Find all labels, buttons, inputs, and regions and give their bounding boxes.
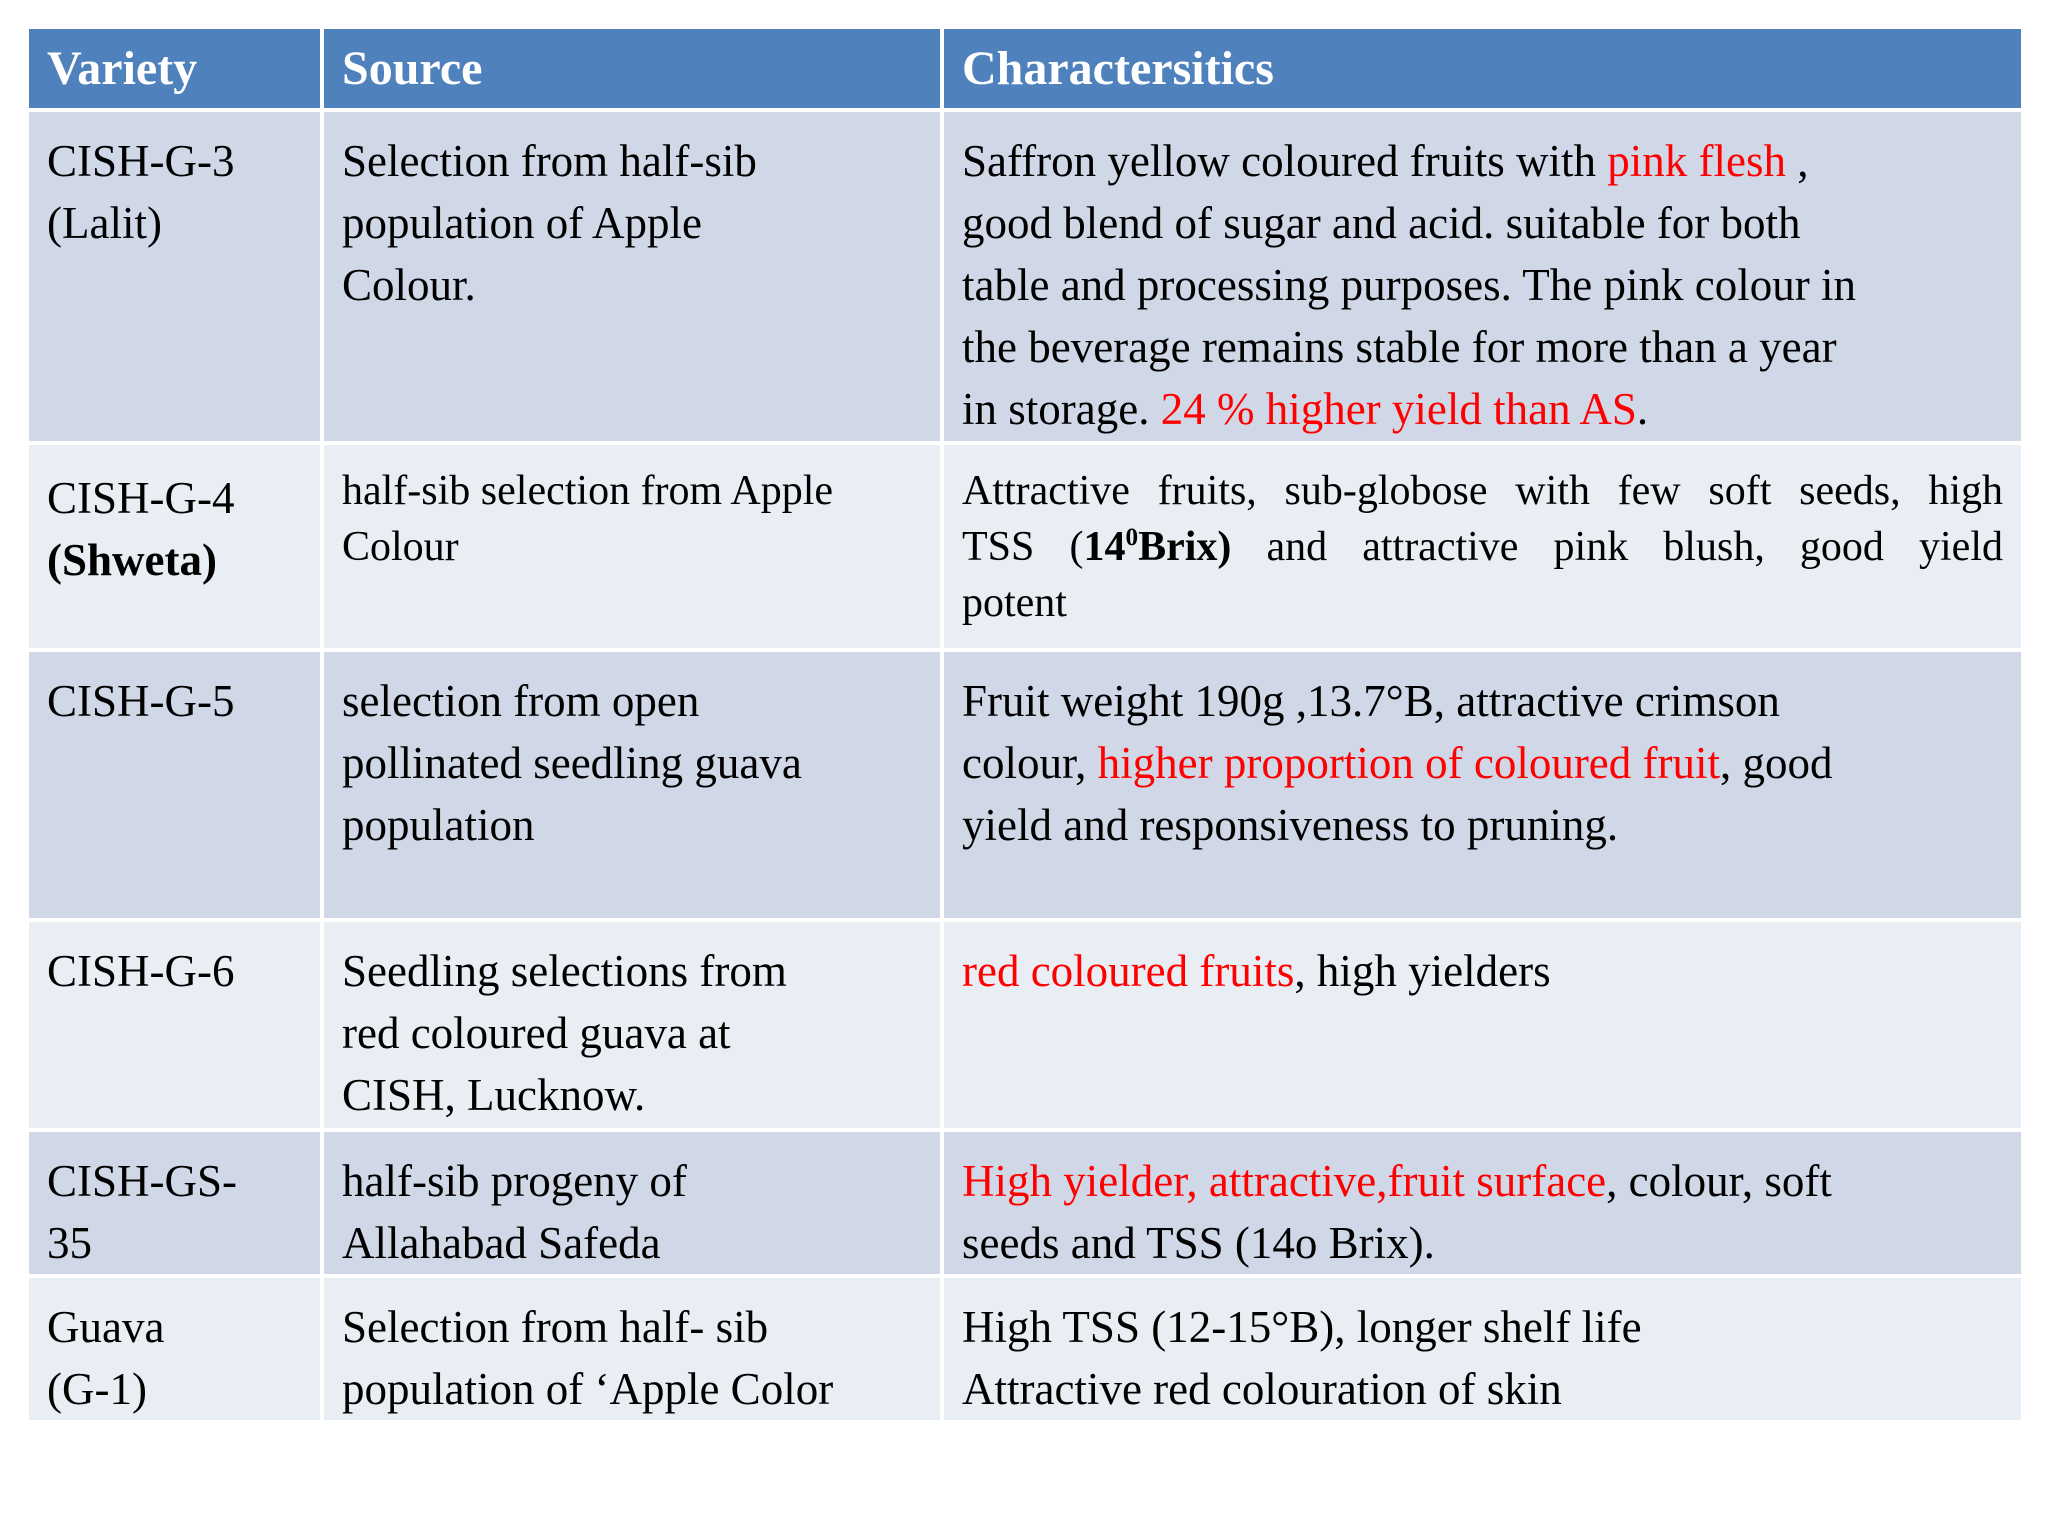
text-run: colour, xyxy=(962,738,1098,788)
characteristics-line: yield and responsiveness to pruning. xyxy=(962,800,1619,850)
highlight-text: High yielder, attractive,fruit surface xyxy=(962,1156,1607,1206)
variety-line: (G-1) xyxy=(47,1364,147,1414)
characteristics-line: potent xyxy=(962,580,1067,626)
variety-cell xyxy=(27,1130,322,1276)
source-line: Selection from half-sib xyxy=(342,136,757,186)
table-row xyxy=(27,920,2023,1130)
variety-line: 35 xyxy=(47,1218,92,1268)
variety-line: CISH-G-4 xyxy=(47,473,235,523)
text-run: Brix) xyxy=(1138,524,1232,570)
variety-line: CISH-G-3 xyxy=(47,136,235,186)
source-line: population of Apple xyxy=(342,198,702,248)
table-row xyxy=(27,1130,2023,1276)
variety-cell xyxy=(27,650,322,920)
characteristics-cell xyxy=(942,443,2023,650)
text-run: . xyxy=(1636,384,1649,434)
characteristics-line xyxy=(962,940,2003,1002)
table-row xyxy=(27,110,2023,443)
source-line: population of ‘Apple Color xyxy=(342,1364,834,1414)
characteristics-line xyxy=(962,732,2003,794)
characteristics-cell xyxy=(942,110,2023,443)
highlight-text: higher proportion of coloured fruit xyxy=(1097,738,1721,788)
text-run: Saffron yellow coloured fruits with xyxy=(962,136,1608,186)
variety-line: CISH-G-5 xyxy=(47,676,235,726)
characteristics-line xyxy=(962,130,2003,192)
characteristics-cell xyxy=(942,1130,2023,1276)
variety-line: (Shweta) xyxy=(47,535,217,585)
variety-cell xyxy=(27,1276,322,1422)
source-cell xyxy=(322,1276,942,1422)
source-cell xyxy=(322,1130,942,1276)
source-line: Colour. xyxy=(342,260,476,310)
superscript-text: 0 xyxy=(1125,524,1139,551)
varieties-table xyxy=(25,25,2025,1424)
highlight-text: 24 % higher yield than AS xyxy=(1160,384,1637,434)
characteristics-line: High TSS (12-15°B), longer shelf life xyxy=(962,1302,1642,1352)
variety-cell xyxy=(27,920,322,1130)
variety-line: CISH-GS- xyxy=(47,1156,238,1206)
variety-cell xyxy=(27,110,322,443)
characteristics-line xyxy=(962,519,2003,575)
table-row xyxy=(27,443,2023,650)
variety-line: CISH-G-6 xyxy=(47,946,235,996)
characteristics-line: Fruit weight 190g ,13.7°B, attractive crimson xyxy=(962,676,1780,726)
source-cell xyxy=(322,650,942,920)
text-run: , xyxy=(1786,136,1809,186)
text-run: in storage. xyxy=(962,384,1161,434)
header-characteristics: Charactersitics xyxy=(942,27,2023,110)
source-line: CISH, Lucknow. xyxy=(342,1070,646,1120)
highlight-text: red coloured fruits xyxy=(962,946,1295,996)
source-line: half-sib selection from Apple xyxy=(342,468,834,514)
text-run: 14 xyxy=(1083,524,1126,570)
text-run: and attractive pink blush, good yield xyxy=(1231,524,2003,570)
header-variety: Variety xyxy=(27,27,322,110)
characteristics-line: good blend of sugar and acid. suitable for both xyxy=(962,198,1801,248)
characteristics-line: the beverage remains stable for more than a year xyxy=(962,322,1837,372)
source-line: Seedling selections from xyxy=(342,946,787,996)
source-line: red coloured guava at xyxy=(342,1008,731,1058)
source-line: Colour xyxy=(342,524,459,570)
source-line: pollinated seedling guava xyxy=(342,738,802,788)
characteristics-line: seeds and TSS (14o Brix). xyxy=(962,1218,1435,1268)
source-line: population xyxy=(342,800,535,850)
text-run: , colour, soft xyxy=(1606,1156,1832,1206)
characteristics-line: table and processing purposes. The pink colour in xyxy=(962,260,1856,310)
source-line: half-sib progeny of xyxy=(342,1156,687,1206)
variety-line: Guava xyxy=(47,1302,165,1352)
characteristics-line: Attractive fruits, sub-globose with few soft seeds, high xyxy=(962,468,2003,514)
source-cell xyxy=(322,110,942,443)
source-line: selection from open xyxy=(342,676,700,726)
characteristics-line: Attractive red colouration of skin xyxy=(962,1364,1562,1414)
source-line: Allahabad Safeda xyxy=(342,1218,661,1268)
characteristics-line xyxy=(962,378,2003,440)
variety-line: (Lalit) xyxy=(47,198,162,248)
characteristics-cell xyxy=(942,920,2023,1130)
characteristics-line xyxy=(962,1150,2003,1212)
table-row xyxy=(27,1276,2023,1422)
text-run: , good xyxy=(1720,738,1833,788)
highlight-text: pink flesh xyxy=(1607,136,1787,186)
text-run: , high yielders xyxy=(1294,946,1551,996)
characteristics-cell xyxy=(942,1276,2023,1422)
source-cell xyxy=(322,443,942,650)
source-cell xyxy=(322,920,942,1130)
characteristics-cell xyxy=(942,650,2023,920)
text-run: TSS ( xyxy=(962,524,1084,570)
header-source: Source xyxy=(322,27,942,110)
source-line: Selection from half- sib xyxy=(342,1302,769,1352)
header-row xyxy=(27,27,2023,110)
variety-cell xyxy=(27,443,322,650)
table-row xyxy=(27,650,2023,920)
